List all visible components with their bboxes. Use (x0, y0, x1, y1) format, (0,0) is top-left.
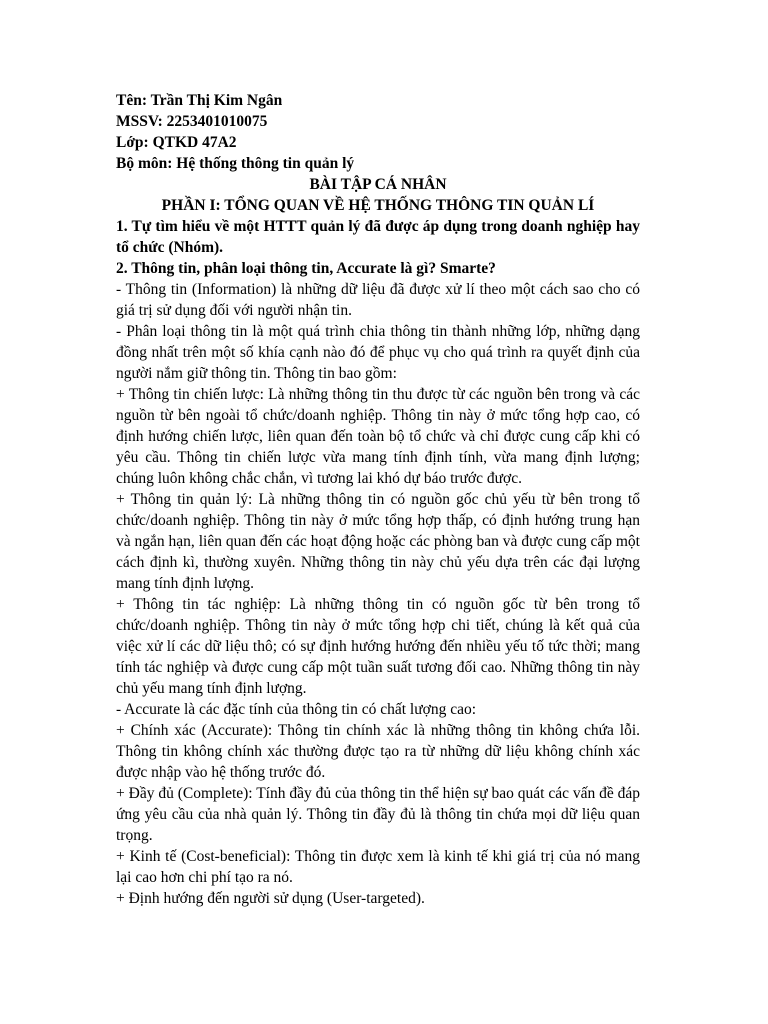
assignment-title: BÀI TẬP CÁ NHÂN (309, 176, 447, 193)
document-page (116, 90, 640, 909)
paragraph-complete: + Đầy đủ (Complete): Tính đầy đủ của thông tin thể hiện sự bao quát các vấn đề đáp ứng yêu cầu của nhà quản lý. Thông tin đầy đủ là thông tin chứa mọi dữ liệu quan trọng. (116, 785, 640, 844)
paragraph-cost-beneficial: + Kinh tế (Cost-beneficial): Thông tin được xem là kinh tế khi giá trị của nó mang lại cao hơn chi phí tạo ra nó. (116, 848, 640, 886)
paragraph-operational-info: + Thông tin tác nghiệp: Là những thông tin có nguồn gốc từ bên trong tổ chức/doanh nghiệp. Thông tin này ở mức tổng hợp chi tiết, chúng là kết quả của việc xử lí các dữ liệu thô; có sự định hướng hướng đến nhiều yếu tố tức thời; mang tính tác nghiệp và được cung cấp một tuần suất tương đối cao. Những thông tin này chủ yếu mang tính định lượng. (116, 596, 640, 697)
question-2: 2. Thông tin, phân loại thông tin, Accurate là gì? Smarte? (116, 260, 496, 277)
paragraph-information-definition: - Thông tin (Information) là những dữ liệu đã được xử lí theo một cách sao cho có giá trị sử dụng đối với người nhận tin. (116, 281, 640, 319)
paragraph-accurate: + Chính xác (Accurate): Thông tin chính xác là những thông tin không chứa lỗi. Thông tin không chính xác thường được tạo ra từ những dữ liệu không chính xác được nhập vào hệ thống trước đó. (116, 722, 640, 781)
student-name: Tên: Trần Thị Kim Ngân (116, 92, 283, 109)
subject-name: Bộ môn: Hệ thống thông tin quản lý (116, 155, 355, 172)
student-id: MSSV: 2253401010075 (116, 113, 268, 130)
student-class: Lớp: QTKD 47A2 (116, 134, 237, 151)
paragraph-classification: - Phân loại thông tin là một quá trình chia thông tin thành những lớp, những dạng đồng nhất trên một số khía cạnh nào đó để phục vụ cho quá trình ra quyết định của người nắm giữ thông tin. Thông tin bao gồm: (116, 323, 640, 382)
paragraph-strategic-info: + Thông tin chiến lược: Là những thông tin thu được từ các nguồn bên trong và các nguồn từ bên ngoài tổ chức/doanh nghiệp. Thông tin này ở mức tổng hợp cao, có định hướng chiến lược, liên quan đến toàn bộ tổ chức và chỉ được cung cấp khi có yêu cầu. Thông tin chiến lược vừa mang tính định tính, vừa mang định lượng; chúng luôn không chắc chắn, vì tương lai khó dự báo trước được. (116, 386, 640, 487)
paragraph-accurate-intro: - Accurate là các đặc tính của thông tin có chất lượng cao: (116, 701, 477, 718)
paragraph-user-targeted: + Định hướng đến người sử dụng (User-targeted). (116, 890, 425, 907)
question-1: 1. Tự tìm hiểu về một HTTT quản lý đã được áp dụng trong doanh nghiệp hay tổ chức (Nhóm). (116, 218, 640, 256)
part-title: PHẦN I: TỔNG QUAN VỀ HỆ THỐNG THÔNG TIN QUẢN LÍ (161, 197, 595, 214)
paragraph-management-info: + Thông tin quản lý: Là những thông tin có nguồn gốc chủ yếu từ bên trong tổ chức/doanh nghiệp. Thông tin này ở mức tổng hợp thấp, có định hướng trung hạn và ngắn hạn, liên quan đến các hoạt động hoặc các phòng ban và được cung cấp một cách định kì, thường xuyên. Những thông tin này chủ yếu dựa trên các đại lượng mang tính định lượng. (116, 491, 640, 592)
